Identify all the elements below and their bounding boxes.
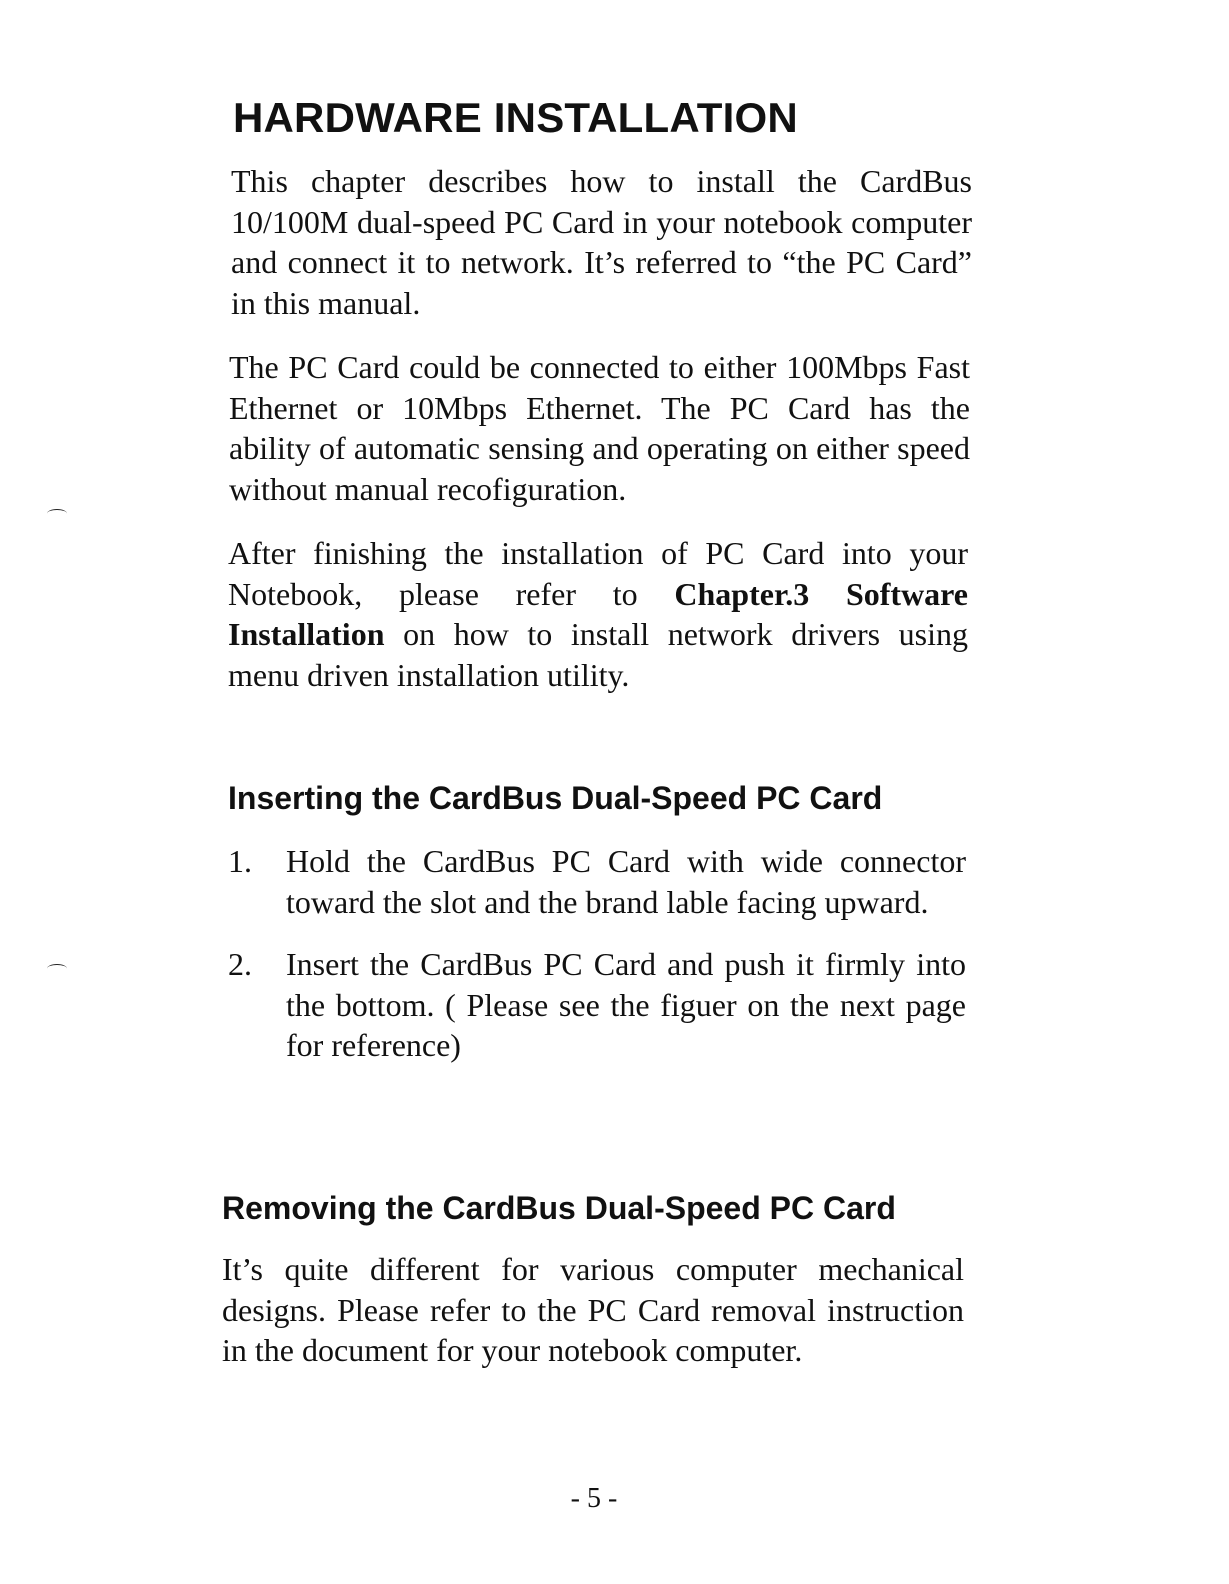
scan-margin-mark bbox=[47, 964, 67, 973]
chapter-reference: Chapter.3 Software Installation bbox=[228, 575, 969, 652]
removing-paragraph: It’s quite different for various computer mechanical designs. Please refer to the PC Card removal instruction in the document for your notebook computer. bbox=[222, 1251, 964, 1368]
intro-paragraph-1: This chapter describes how to install the CardBus 10/100M dual-speed PC Card in your notebook computer and connect it to network. It’s referred to “the PC Card” in this manual. bbox=[231, 163, 972, 321]
inserting-section-title: Inserting the CardBus Dual-Speed PC Card bbox=[228, 780, 883, 816]
intro-paragraph-3-text: After finishing the installation of PC Card into your Notebook, please refer to bbox=[228, 535, 968, 612]
list-item bbox=[228, 944, 966, 1066]
step-number: 2. bbox=[228, 946, 252, 982]
step-number: 1. bbox=[228, 843, 252, 879]
intro-paragraph-2: The PC Card could be connected to either 100Mbps Fast Ethernet or 10Mbps Ethernet. The PC Card has the ability of automatic sensing and operating on either speed without manual recofiguration. bbox=[229, 349, 970, 507]
page-number: - 5 - bbox=[570, 1483, 618, 1514]
step-text: Hold the CardBus PC Card with wide connector toward the slot and the brand lable facing upward. bbox=[286, 843, 966, 920]
scan-margin-mark bbox=[47, 509, 67, 518]
intro-paragraph-3 bbox=[228, 533, 968, 695]
step-text: Insert the CardBus PC Card and push it firmly into the bottom. ( Please see the figuer on the next page for reference) bbox=[286, 946, 966, 1063]
page-title: HARDWARE INSTALLATION bbox=[233, 94, 798, 141]
intro-paragraph-3-text-end: on how to install network drivers using menu driven installation utility. bbox=[228, 616, 968, 693]
list-item bbox=[228, 841, 966, 922]
removing-section-title: Removing the CardBus Dual-Speed PC Card bbox=[222, 1190, 896, 1226]
inserting-steps-list bbox=[228, 841, 966, 1066]
